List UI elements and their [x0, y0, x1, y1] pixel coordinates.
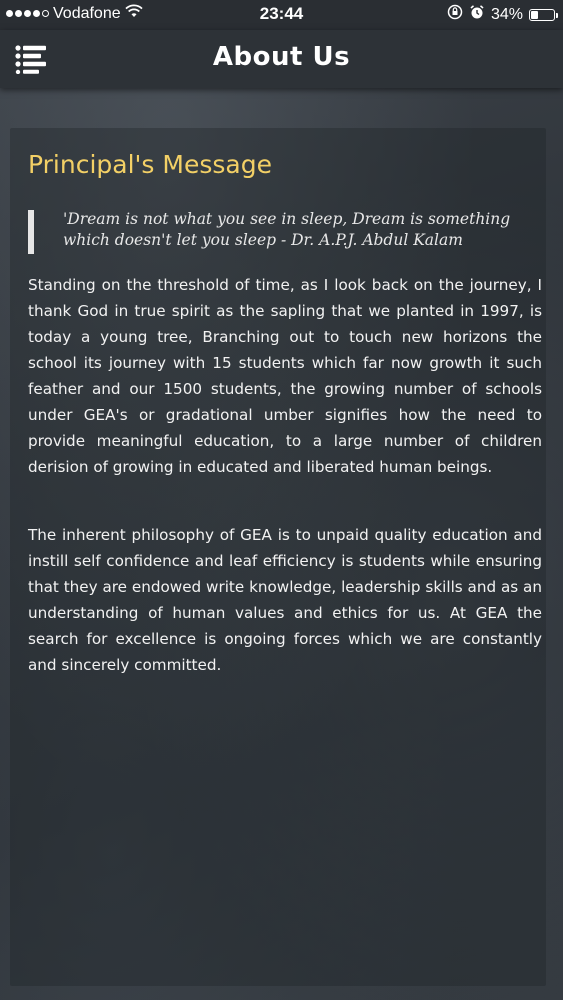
message-paragraph: The inherent philosophy of GEA is to unpaid quality education and instill self confidence and leaf efficiency is students while ensuring that they are endowed write knowledge, leadership skills and as an understanding of human values and ethics for us. At GEA the search for excellence is ongoing forces which we are constantly and sincerely committed. — [28, 526, 542, 674]
battery-icon — [529, 9, 555, 21]
status-time: 23:44 — [259, 4, 304, 23]
orientation-lock-icon — [447, 4, 463, 25]
nav-bar — [0, 30, 563, 88]
status-right — [447, 4, 555, 25]
section-title: Principal's Message — [28, 150, 272, 179]
status-bar — [0, 0, 563, 30]
message-paragraph: Standing on the threshold of time, as I look back on the journey, I thank God in true spirit as the sapling that we planted in 1997, is today a young tree, Branching out to touch new horizons the school its journey with 15 students which far now growth it such feather and our 1500 students, the growing number of schools under GEA's or gradational umber signifies how the need to provide meaningful education, to a large number of children derision of growing in educated and liberated human beings. — [28, 276, 542, 476]
page-title: About Us — [212, 42, 351, 72]
battery-fill — [531, 11, 538, 19]
quote-text: 'Dream is not what you see in sleep, Dream is something which doesn't let you sleep - Dr. A.P.J. Abdul Kalam — [63, 210, 511, 249]
battery-percent: 34% — [490, 5, 523, 23]
quote-bar — [28, 210, 34, 254]
content-panel — [10, 128, 546, 986]
carrier-label: Vodafone — [53, 4, 121, 22]
quote-block — [28, 208, 511, 252]
alarm-icon — [469, 4, 485, 25]
